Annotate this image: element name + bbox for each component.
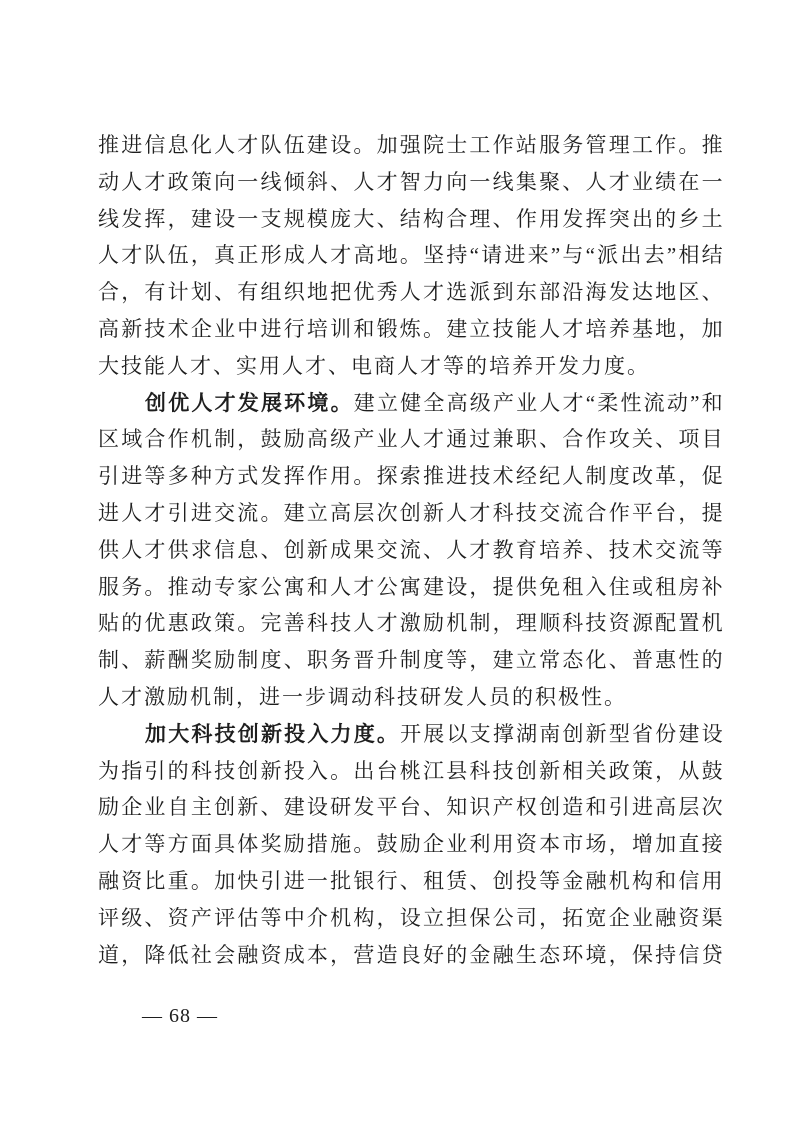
text-line: 服务。推动专家公寓和人才公寓建设，提供免租入住或租房补: [98, 574, 723, 599]
text-line: 进人才引进交流。建立高层次创新人才科技交流合作平台，提: [98, 500, 723, 525]
text-line: 评级、资产评估等中介机构，设立担保公司，拓宽企业融资渠: [98, 905, 723, 930]
text-line: 制、薪酬奖励制度、职务晋升制度等，建立常态化、普惠性的: [98, 648, 723, 673]
text-line: 融资比重。加快引进一批银行、租赁、创投等金融机构和信用: [98, 868, 723, 893]
page-number: — 68 —: [142, 1005, 218, 1027]
text-line: 道，降低社会融资成本，营造良好的金融生态环境，保持信贷: [98, 942, 723, 967]
line-text: 开展以支撑湖南创新型省份建设: [400, 721, 723, 746]
paragraph-lead: 创优人才发展环境。: [145, 390, 354, 415]
text-line: 大技能人才、实用人才、电商人才等的培养开发力度。: [98, 353, 650, 378]
text-line: 人才队伍，真正形成人才高地。坚持“请进来”与“派出去”相结: [98, 243, 723, 268]
text-line: 线发挥，建设一支规模庞大、结构合理、作用发挥突出的乡土: [98, 206, 723, 231]
text-line: 励企业自主创新、建设研发平台、知识产权创造和引进高层次: [98, 795, 723, 820]
text-line: 引进等多种方式发挥作用。探索推进技术经纪人制度改革，促: [98, 464, 723, 489]
text-line: 供人才供求信息、创新成果交流、人才教育培养、技术交流等: [98, 537, 723, 562]
line-text: 建立健全高级产业人才“柔性流动”和: [353, 390, 723, 415]
text-line: [98, 716, 723, 753]
text-line: 贴的优惠政策。完善科技人才激励机制，理顺科技资源配置机: [98, 611, 723, 636]
text-line: 为指引的科技创新投入。出台桃江县科技创新相关政策，从鼓: [98, 758, 723, 783]
text-line: 动人才政策向一线倾斜、人才智力向一线集聚、人才业绩在一: [98, 169, 723, 194]
text-line: 区域合作机制，鼓励高级产业人才通过兼职、合作攻关、项目: [98, 427, 723, 452]
text-line: [98, 385, 723, 422]
text-line: 高新技术企业中进行培训和锻炼。建立技能人才培养基地，加: [98, 316, 723, 341]
text-line: 合，有计划、有组织地把优秀人才选派到东部沿海发达地区、: [98, 280, 723, 305]
document-body: [98, 127, 723, 973]
text-line: 人才等方面具体奖励措施。鼓励企业利用资本市场，增加直接: [98, 832, 723, 857]
text-line: 人才激励机制，进一步调动科技研发人员的积极性。: [98, 684, 627, 709]
text-line: 推进信息化人才队伍建设。加强院士工作站服务管理工作。推: [98, 133, 723, 157]
paragraph-lead: 加大科技创新投入力度。: [145, 721, 401, 746]
